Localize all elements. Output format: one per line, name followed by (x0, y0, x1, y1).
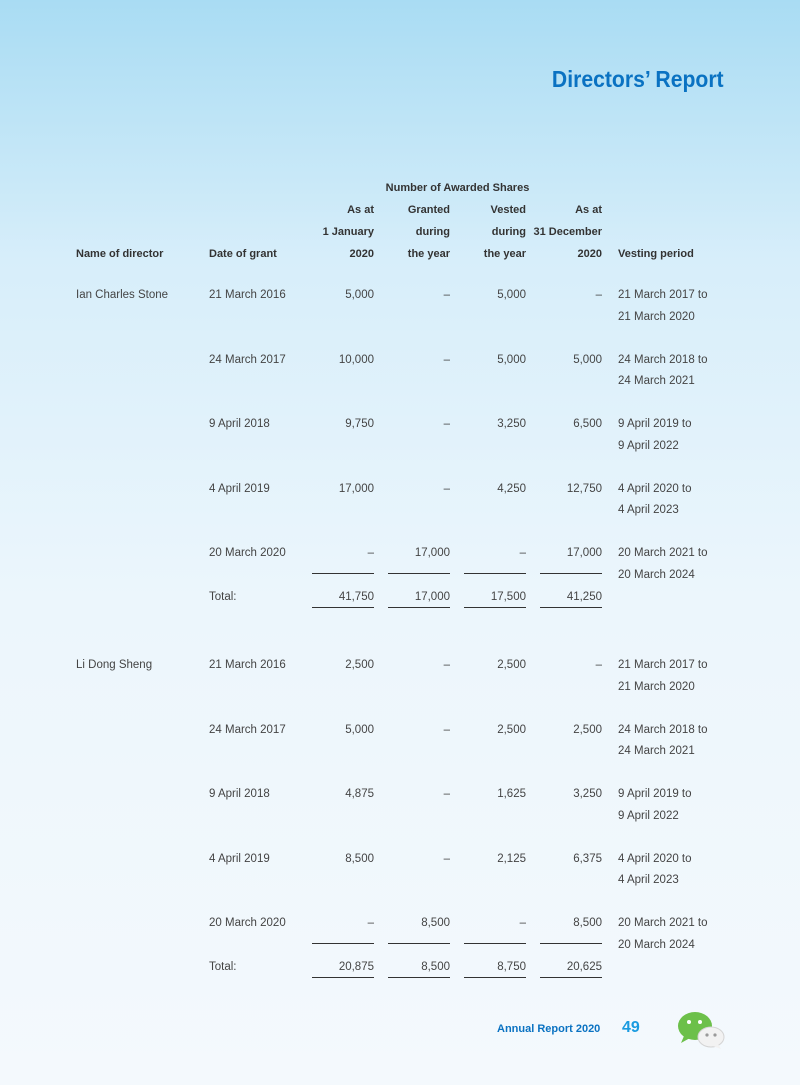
col-header-name: Name of director (76, 248, 164, 260)
share-value-c3: 2,125 (497, 852, 526, 865)
grant-date: 24 March 2017 (209, 723, 286, 736)
share-value-c1: – (367, 547, 374, 559)
col-header-granted: Granted (407, 204, 450, 216)
share-value-c1: 5,000 (345, 723, 374, 736)
col-header-closing: 31 December (533, 226, 602, 238)
share-value-c4: 17,000 (566, 547, 602, 559)
share-value-c2: – (443, 723, 450, 736)
vesting-period-start: 20 March 2021 to (618, 547, 708, 559)
vesting-period-end: 9 April 2022 (618, 809, 679, 822)
col-header-granted: during (415, 226, 450, 238)
total-value-c4: 41,250 (566, 591, 602, 603)
vesting-period-end: 20 March 2024 (618, 938, 695, 951)
vesting-period-end: 9 April 2022 (618, 439, 679, 452)
share-value-c2: – (443, 482, 450, 495)
vesting-period-start: 21 March 2017 to (618, 659, 708, 671)
share-value-c2: – (443, 659, 450, 671)
grant-date: 24 March 2017 (209, 353, 286, 366)
subtotal-rule (388, 573, 450, 574)
share-value-c4: 8,500 (573, 917, 602, 929)
page-title: Directors’ Report (552, 66, 724, 92)
share-value-c4: – (595, 659, 602, 671)
subtotal-rule (540, 943, 602, 944)
total-value-c4: 20,625 (566, 961, 602, 973)
share-value-c4: 2,500 (573, 723, 602, 736)
share-value-c3: 2,500 (497, 723, 526, 736)
col-header-closing: 2020 (577, 248, 602, 260)
share-value-c4: 6,375 (573, 852, 602, 865)
col-header-date: Date of grant (209, 248, 277, 260)
share-value-c2: – (443, 852, 450, 865)
col-header-closing: As at (575, 204, 602, 216)
wechat-logo-icon (676, 1010, 726, 1050)
share-value-c3: – (519, 917, 526, 929)
col-header-vested: Vested (490, 204, 526, 216)
share-value-c3: 4,250 (497, 482, 526, 495)
vesting-period-start: 4 April 2020 to (618, 852, 692, 865)
grant-date: 4 April 2019 (209, 852, 270, 865)
director-name: Ian Charles Stone (76, 289, 169, 301)
grant-date: 20 March 2020 (209, 547, 286, 559)
vesting-period-start: 20 March 2021 to (618, 917, 708, 929)
share-value-c3: 3,250 (497, 418, 526, 430)
share-value-c4: – (595, 289, 602, 301)
share-value-c4: 6,500 (573, 418, 602, 430)
vesting-period-end: 4 April 2023 (618, 504, 679, 516)
share-value-c1: 8,500 (345, 852, 374, 865)
share-value-c3: – (519, 547, 526, 559)
vesting-period-start: 21 March 2017 to (618, 289, 708, 301)
footer-report-label: Annual Report 2020 (497, 1023, 601, 1035)
total-value-c1: 20,875 (338, 961, 374, 973)
col-header-opening: 2020 (349, 248, 374, 260)
total-rule (540, 607, 602, 608)
vesting-period-end: 20 March 2024 (618, 568, 695, 581)
share-value-c3: 2,500 (497, 659, 526, 671)
group-header: Number of Awarded Shares (385, 182, 530, 194)
vesting-period-start: 24 March 2018 to (618, 723, 708, 736)
col-header-vested: during (491, 226, 526, 238)
subtotal-rule (312, 943, 374, 944)
share-value-c2: – (443, 289, 450, 301)
total-value-c3: 17,500 (490, 591, 526, 603)
grant-date: 21 March 2016 (209, 659, 286, 671)
col-header-vesting-period: Vesting period (618, 248, 694, 260)
share-value-c1: 4,875 (345, 788, 374, 800)
grant-date: 9 April 2018 (209, 418, 270, 430)
share-value-c2: – (443, 788, 450, 800)
vesting-period-end: 21 March 2020 (618, 310, 695, 323)
vesting-period-end: 24 March 2021 (618, 745, 695, 757)
share-value-c3: 5,000 (497, 353, 526, 366)
total-label: Total: (209, 591, 237, 603)
vesting-period-end: 24 March 2021 (618, 375, 695, 387)
col-header-opening: As at (347, 204, 374, 216)
share-value-c1: – (367, 917, 374, 929)
total-label: Total: (209, 961, 237, 973)
subtotal-rule (312, 573, 374, 574)
vesting-period-start: 9 April 2019 to (618, 788, 692, 800)
col-header-granted: the year (407, 248, 450, 260)
total-value-c1: 41,750 (338, 591, 374, 603)
grant-date: 20 March 2020 (209, 917, 286, 929)
subtotal-rule (464, 943, 526, 944)
share-value-c2: – (443, 418, 450, 430)
subtotal-rule (388, 943, 450, 944)
share-value-c1: 10,000 (338, 353, 374, 366)
share-value-c3: 5,000 (497, 289, 526, 301)
grant-date: 9 April 2018 (209, 788, 270, 800)
total-rule (540, 977, 602, 978)
share-value-c1: 17,000 (338, 482, 374, 495)
vesting-period-end: 21 March 2020 (618, 680, 695, 693)
col-header-opening: 1 January (322, 226, 374, 238)
share-value-c2: 17,000 (414, 547, 450, 559)
col-header-vested: the year (483, 248, 526, 260)
share-value-c1: 9,750 (345, 418, 374, 430)
vesting-period-start: 24 March 2018 to (618, 353, 708, 366)
share-value-c4: 12,750 (566, 482, 602, 495)
vesting-period-end: 4 April 2023 (618, 874, 679, 886)
total-value-c3: 8,750 (497, 961, 526, 973)
subtotal-rule (464, 573, 526, 574)
share-value-c4: 3,250 (573, 788, 602, 800)
share-value-c4: 5,000 (573, 353, 602, 366)
grant-date: 21 March 2016 (209, 289, 286, 301)
director-name: Li Dong Sheng (76, 659, 153, 671)
page-number: 49 (622, 1019, 640, 1036)
total-value-c2: 8,500 (421, 961, 450, 973)
share-value-c2: – (443, 353, 450, 366)
share-value-c1: 5,000 (345, 289, 374, 301)
share-value-c2: 8,500 (421, 917, 450, 929)
subtotal-rule (540, 573, 602, 574)
share-value-c1: 2,500 (345, 659, 374, 671)
share-value-c3: 1,625 (497, 788, 526, 800)
vesting-period-start: 4 April 2020 to (618, 482, 692, 495)
grant-date: 4 April 2019 (209, 482, 270, 495)
total-value-c2: 17,000 (414, 591, 450, 603)
vesting-period-start: 9 April 2019 to (618, 418, 692, 430)
